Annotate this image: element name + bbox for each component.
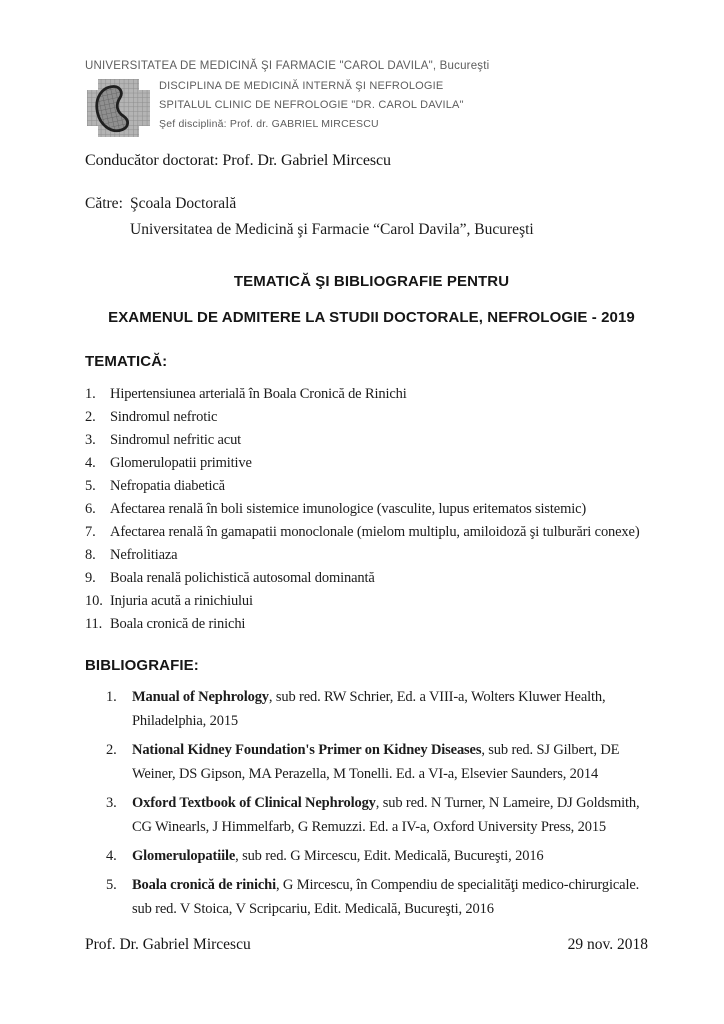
item-number: 5. bbox=[106, 877, 117, 893]
item-text: Boala cronică de rinichi bbox=[110, 616, 246, 632]
item-text: Afectarea renală în gamapatii monoclonale (mielom multiplu, amiloidoză şi tulburări conexe) bbox=[110, 524, 640, 540]
department-head: Şef disciplină: Prof. dr. GABRIEL MIRCESCU bbox=[159, 118, 379, 130]
tematica-item bbox=[85, 613, 658, 636]
tematica-heading: TEMATICĂ: bbox=[85, 353, 168, 370]
book-title: Glomerulopatiile bbox=[132, 848, 236, 864]
tematica-item bbox=[85, 590, 658, 613]
book-title: Manual of Nephrology bbox=[132, 689, 269, 705]
item-number: 4. bbox=[106, 848, 117, 864]
bibliografie-heading: BIBLIOGRAFIE: bbox=[85, 657, 199, 674]
item-number: 5. bbox=[85, 478, 96, 494]
university-name: UNIVERSITATEA DE MEDICINĂ ŞI FARMACIE "CAROL DAVILA", Bucureşti bbox=[85, 60, 490, 72]
tematica-list bbox=[85, 383, 658, 636]
bibliografie-item bbox=[106, 873, 658, 921]
book-title: National Kidney Foundation's Primer on Kidney Diseases bbox=[132, 742, 482, 758]
item-number: 9. bbox=[85, 570, 96, 586]
tematica-section bbox=[85, 353, 658, 636]
item-number: 11. bbox=[85, 616, 103, 632]
book-entry bbox=[132, 685, 658, 733]
item-text: Hipertensiunea arterială în Boala Cronică de Rinichi bbox=[110, 386, 407, 402]
book-details: , sub red. N Turner, N Lameire, DJ Goldsmith, CG Winearls, J Himmelfarb, G Remuzzi. Ed. a IV-a, Oxford University Press, 2015 bbox=[132, 795, 640, 835]
item-number: 2. bbox=[85, 409, 96, 425]
item-number: 10. bbox=[85, 593, 103, 609]
kidney-logo-icon bbox=[87, 79, 150, 137]
book-details: , sub red. SJ Gilbert, DE Weiner, DS Gipson, MA Perazella, M Tonelli. Ed. a VI-a, Elsevier Saunders, 2014 bbox=[132, 742, 620, 782]
bibliografie-item bbox=[106, 738, 658, 786]
advisor-line: Conducător doctorat: Prof. Dr. Gabriel Mircescu bbox=[85, 152, 391, 169]
title-line-1: TEMATICĂ ŞI BIBLIOGRAFIE PENTRU bbox=[233, 273, 510, 290]
title-line-2: EXAMENUL DE ADMITERE LA STUDII DOCTORALE, NEFROLOGIE - 2019 bbox=[108, 309, 635, 326]
bibliografie-item bbox=[106, 791, 658, 839]
document-date: 29 nov. 2018 bbox=[567, 936, 648, 953]
item-text: Injuria acută a rinichiului bbox=[110, 593, 253, 609]
document-title bbox=[85, 273, 658, 326]
book-details: , G Mircescu, în Compendiu de specialităţi medico-chirurgicale. sub red. V Stoica, V Scripcariu, Edit. Medicală, Bucureşti, 2016 bbox=[132, 877, 640, 917]
item-text: Nefrolitiaza bbox=[110, 547, 178, 563]
signature-name: Prof. Dr. Gabriel Mircescu bbox=[85, 936, 251, 953]
tematica-item bbox=[85, 521, 658, 544]
book-entry bbox=[132, 738, 658, 786]
bibliografie-item bbox=[106, 685, 658, 733]
tematica-item bbox=[85, 429, 658, 452]
item-number: 6. bbox=[85, 501, 96, 517]
tematica-item bbox=[85, 544, 658, 567]
addressee-block bbox=[85, 195, 658, 247]
item-number: 3. bbox=[85, 432, 96, 448]
addressee-university: Universitatea de Medicină şi Farmacie “Carol Davila”, Bucureşti bbox=[130, 221, 534, 238]
item-text: Sindromul nefrotic bbox=[110, 409, 218, 425]
bibliografie-item bbox=[106, 844, 658, 868]
item-number: 2. bbox=[106, 742, 117, 758]
item-number: 4. bbox=[85, 455, 96, 471]
item-text: Boala renală polichistică autosomal dominantă bbox=[110, 570, 375, 586]
item-number: 1. bbox=[85, 386, 96, 402]
tematica-item bbox=[85, 567, 658, 590]
item-number: 3. bbox=[106, 795, 117, 811]
tematica-item bbox=[85, 498, 658, 521]
item-text: Afectarea renală în boli sistemice imunologice (vasculite, lupus eritematos sistemic) bbox=[110, 501, 587, 517]
addressee-label: Către: bbox=[85, 195, 123, 212]
tematica-item bbox=[85, 452, 658, 475]
department-name: DISCIPLINA DE MEDICINĂ INTERNĂ ŞI NEFROLOGIE bbox=[159, 80, 444, 92]
tematica-item bbox=[85, 475, 658, 498]
book-details: , sub red. RW Schrier, Ed. a VIII-a, Wolters Kluwer Health, Philadelphia, 2015 bbox=[132, 689, 606, 729]
tematica-item bbox=[85, 406, 658, 429]
item-number: 7. bbox=[85, 524, 96, 540]
bibliografie-list bbox=[85, 685, 658, 921]
item-text: Nefropatia diabetică bbox=[110, 478, 225, 494]
item-number: 1. bbox=[106, 689, 117, 705]
bibliografie-section bbox=[85, 657, 658, 921]
book-details: , sub red. G Mircescu, Edit. Medicală, Bucureşti, 2016 bbox=[235, 848, 544, 864]
document-footer bbox=[85, 936, 658, 954]
hospital-name: SPITALUL CLINIC DE NEFROLOGIE "DR. CAROL DAVILA" bbox=[159, 99, 464, 111]
addressee-school: Şcoala Doctorală bbox=[130, 195, 237, 212]
book-title: Oxford Textbook of Clinical Nephrology bbox=[132, 795, 376, 811]
book-entry bbox=[132, 873, 658, 921]
book-title: Boala cronică de rinichi bbox=[132, 877, 276, 893]
item-text: Sindromul nefritic acut bbox=[110, 432, 242, 448]
book-entry bbox=[132, 791, 658, 839]
book-entry bbox=[132, 844, 544, 868]
item-number: 8. bbox=[85, 547, 96, 563]
item-text: Glomerulopatii primitive bbox=[110, 455, 252, 471]
institution-header bbox=[85, 60, 658, 137]
tematica-item bbox=[85, 383, 658, 406]
